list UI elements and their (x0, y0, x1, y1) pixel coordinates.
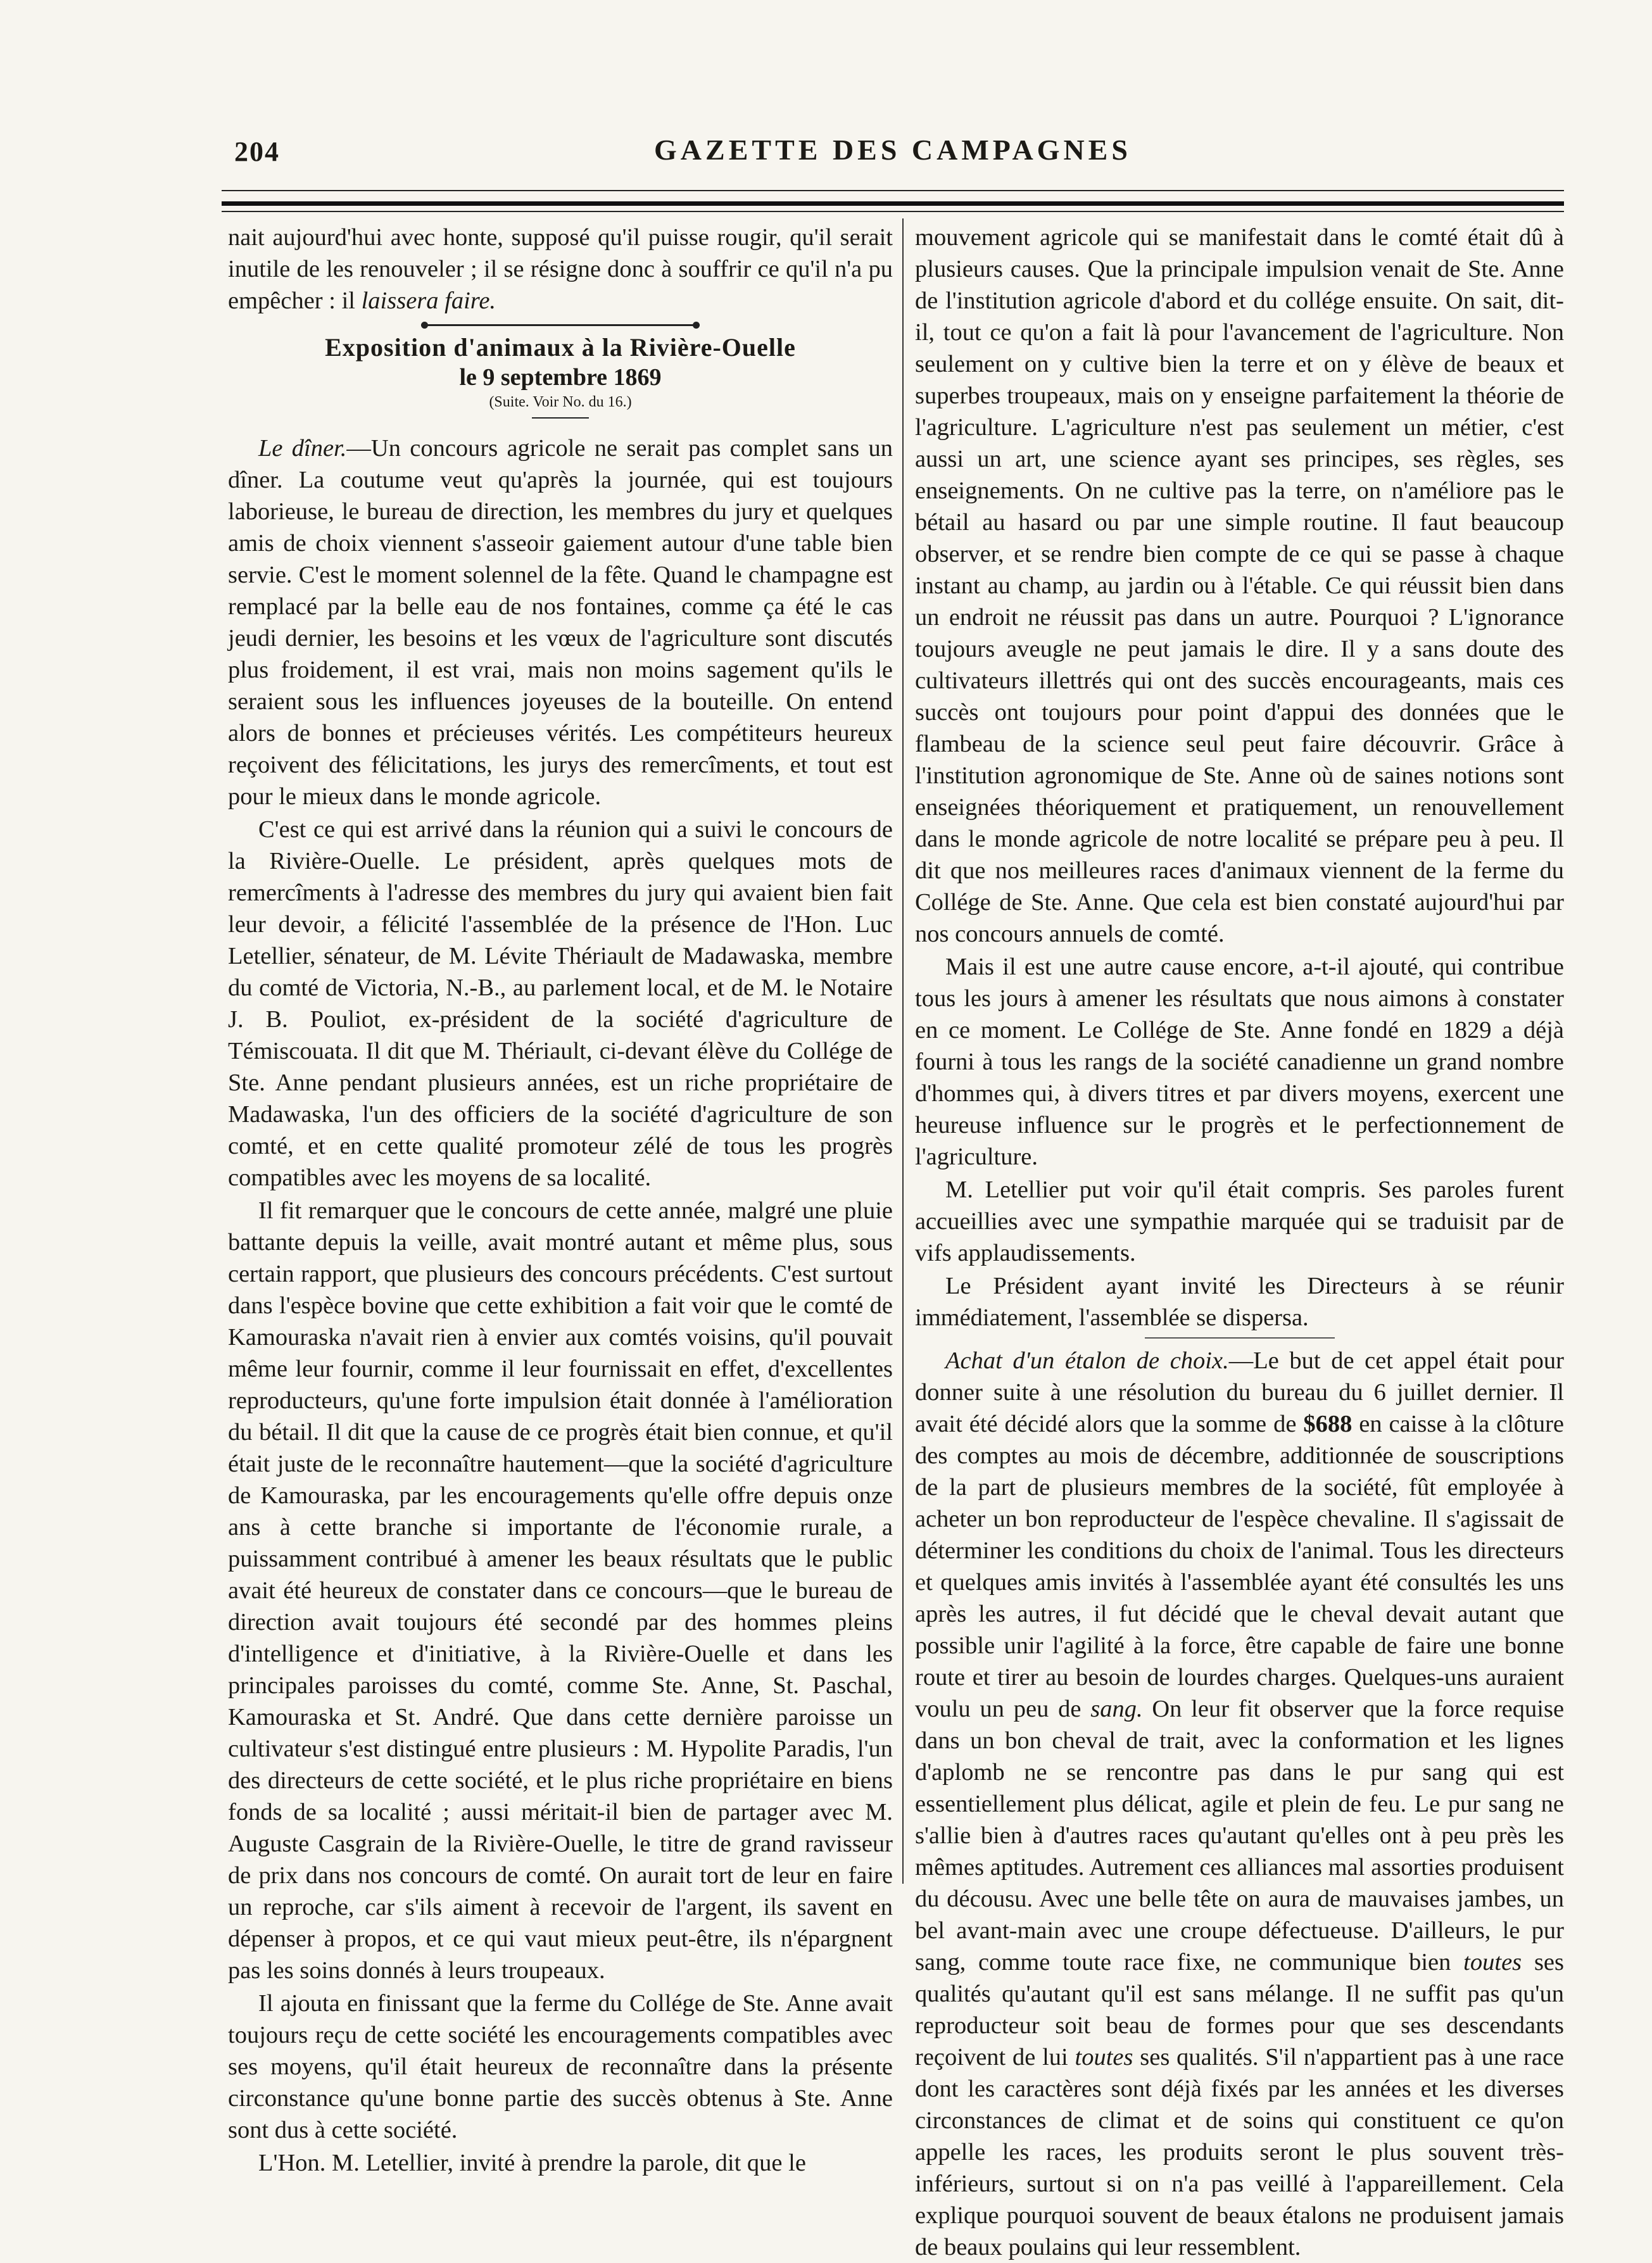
paragraph-college-farm: Il ajouta en finissant que la ferme du Collége de Ste. Anne avait toujours reçu de cette société les encouragements compatibles avec ses moyens, qu'il était heureux de reconnaître dans la présente circonstance qu'une bonne partie des succès obtenus à Ste. Anne sont dus à cette société. (228, 1990, 893, 2143)
sum-amount: $688 (1303, 1411, 1352, 1437)
paragraph-stallion: Achat d'un étalon de choix.—Le but de cet appel était pour donner suite à une résolution du bureau du 6 juillet dernier. Il avait été décidé alors que la somme de $688 en caisse à la clôture des comptes au mois de décembre, additionnée de souscriptions de la part de plusieurs membres de la société, fût employée à acheter un bon reproducteur de l'espèce chevaline. Il s'agissait de déterminer les conditions du choix de l'animal. Tous les directeurs et quelques amis invités à l'assemblée ayant été consultés les uns après les autres, il fut décidé que le cheval devait autant que possible unir l'agilité à la force, être capable de faire une bonne route et tirer au besoin de lourdes charges. Quelques-uns auraient voulu un peu de sang. On leur fit observer que la force requise dans un bon cheval de trait, avec la conformation et les lignes d'aplomb ne se rencontre pas dans le pur sang qui est essentiellement plus délicat, agile et plein de feu. Le pur sang ne s'allie bien à d'autres races qu'autant qu'elles ont à peu près les mêmes aptitudes. Autrement ces alliances mal assorties produisent du décousu. Avec une belle tête on aura de mauvaises jambes, un bel avant-main avec une croupe défectueuse. D'ailleurs, le pur sang, comme toute race fixe, ne communique bien toutes ses qualités qu'autant qu'il est sans mélange. Il ne suffit pas qu'un reproducteur soit beau de formes pour que ses descendants reçoivent de lui toutes ses qualités. S'il n'appartient pas à une race dont les caractères sont déjà fixés par les années et les diverses circonstances de climat et de soins qui constituent ce qu'on appelle les races, les produits seront le plus souvent très-inférieurs, surtout si on n'a pas veillé à l'appareillement. Cela explique pourquoi souvent de beaux étalons ne produisent jamais de beaux poulains qui leur ressemblent. (915, 1347, 1565, 2260)
page-number: 204 (234, 136, 280, 167)
article-continuation-note: (Suite. Voir No. du 16.) (489, 394, 632, 410)
title-separator (532, 417, 589, 419)
stallion-lead: Achat d'un étalon de choix. (945, 1347, 1229, 1374)
running-title: GAZETTE DES CAMPAGNES (654, 134, 1132, 166)
paragraph-diner: Le dîner.—Un concours agricole ne serait pas complet sans un dîner. La coutume veut qu'après la journée, qui est toujours laborieuse, le bureau de direction, les membres du jury et quelques amis de choix viennent s'asseoir gaiement autour d'une table bien servie. C'est le moment solennel de la fête. Quand le champagne est remplacé par la belle eau de nos fontaines, comme ça été le cas jeudi dernier, les besoins et les vœux de l'agriculture sont discutés plus froidement, il est vrai, mais non moins sagement qu'ils le seraient sous les influences joyeuses de la bouteille. On entend alors de bonnes et précieuses vérités. Les compétiteurs heureux reçoivent des félicitations, les jurys des remercîments, et tout est pour le mieux dans le monde agricole. (228, 435, 893, 810)
header-rule-bottom (222, 211, 1564, 212)
paragraph-letellier-cont: mouvement agricole qui se manifestait dans le comté était dû à plusieurs causes. Que la principale impulsion venait de Ste. Anne de l'institution agricole d'abord et du collége ensuite. On sait, dit-il, tout ce qu'on a fait là pour l'avancement de l'agriculture. Non seulement on y cultive bien la terre et on y élève de beaux et superbes troupeaux, mais on y enseigne parfaitement la théorie de l'agriculture. L'agriculture n'est pas seulement un métier, c'est aussi un art, une science ayant ses principes, ses règles, ses enseignements. On ne cultive pas la terre, on n'améliore pas le bétail au hasard ou par une simple routine. Il faut beaucoup observer, et se rendre bien compte de ce qui se passe à chaque instant au champ, au jardin ou à l'étable. Ce qui réussit bien dans un endroit ne réussit pas dans un autre. Pourquoi ? L'ignorance toujours aveugle ne peut jamais le dire. Il y a sans doute des cultivateurs illettrés qui ont des succès encourageants, mais ces succès ont toujours pour point d'appui des données que le flambeau de la science seul peut faire découvrir. Grâce à l'institution agronomique de Ste. Anne où de saines notions sont enseignées théoriquement et pratiquement, un renouvellement dans le monde agricole de notre localité se prépare peu à peu. Il dit que nos meilleures races d'animaux viennent de la ferme du Collége de Ste. Anne. Que cela est bien constaté aujourd'hui par nos concours annuels de comté. (915, 224, 1564, 947)
paragraph-college-cause: Mais il est une autre cause encore, a-t-il ajouté, qui contribue tous les jours à amener les résultats que nous aimons à constater en ce moment. Le Collége de Ste. Anne fondé en 1829 a déjà fourni à tous les rangs de la société canadienne un grand nombre d'hommes qui, à divers titres et par divers moyens, exercent une heureuse influence sur le progrès et le perfectionnement de l'agriculture. (915, 954, 1564, 1170)
paragraph-applause: M. Letellier put voir qu'il était compris. Ses paroles furent accueillies avec une sympathie marquée qui se traduisit par de vifs applaudissements. (915, 1176, 1564, 1266)
right-column (915, 222, 1565, 2260)
article-title: Exposition d'animaux à la Rivière-Ouelle (325, 333, 796, 362)
paragraph-dispersal: Le Président ayant invité les Directeurs à se réunir immédiatement, l'assemblée se dispersa. (915, 1273, 1564, 1331)
page-header (222, 124, 1564, 177)
article-separator (421, 324, 700, 326)
intro-italic: laissera faire. (361, 287, 496, 314)
paragraph-letellier-start: L'Hon. M. Letellier, invité à prendre la parole, dit que le (258, 2150, 806, 2176)
article-date: le 9 septembre 1869 (459, 364, 662, 391)
section-separator (1145, 1337, 1335, 1339)
paragraph-president: C'est ce qui est arrivé dans la réunion qui a suivi le concours de la Rivière-Ouelle. Le président, après quelques mots de remercîments à l'adresse des membres du jury qui avaient bien fait leur devoir, a félicité l'assemblée de la présence de l'Hon. Luc Letellier, sénateur, de M. Lévite Thériault de Madawaska, membre du comté de Victoria, N.-B., au parlement local, et de M. le Notaire J. B. Pouliot, ex-président de la société d'agriculture de Témiscouata. Il dit que M. Thériault, ci-devant élève du Collége de Ste. Anne pendant plusieurs années, est un riche propriétaire de Madawaska, l'un des officiers de la société d'agriculture de son comté, et en cette qualité promoteur zélé de tous les progrès compatibles avec les moyens de sa localité. (228, 816, 893, 1191)
paragraph-remarks: Il fit remarquer que le concours de cette année, malgré une pluie battante depuis la veille, avait montré autant et même plus, sous certain rapport, que plusieurs des concours précédents. C'est surtout dans l'espèce bovine que cette exhibition a fait voir que le comté de Kamouraska n'avait rien à envier aux comtés voisins, qu'il pouvait même leur fournir, comme il leur fournissait en effet, d'excellentes reproducteurs, qu'une forte impulsion était donnée à l'amélioration du bétail. Il dit que la cause de ce progrès était bien connue, et qu'il était juste de le reconnaître hautement—que la société d'agriculture de Kamouraska, par les encouragements qu'elle offre depuis onze ans à cette branche si importante de l'économie rurale, a puissamment contribué à amener les beaux résultats que le public avait été heureux de constater dans ce concours—que le bureau de direction avait toujours été secondé par des hommes pleins d'intelligence et d'initiative, à la Rivière-Ouelle et dans les principales paroisses du comté, comme Ste. Anne, St. Paschal, Kamouraska et St. André. Que dans cette dernière paroisse un cultivateur s'est distingué entre plusieurs : M. Hypolite Paradis, l'un des directeurs de cette société, et le plus riche propriétaire en biens fonds de sa localité ; aussi méritait-il bien de partager avec M. Auguste Casgrain de la Rivière-Ouelle, le titre de grand ravisseur de prix dans nos concours de comté. On aurait tort de leur en faire un reproche, car s'ils aiment à recevoir de l'argent, ils savent en dépenser à propos, et ce qui vaut mieux peut-être, ils n'épargnent pas les soins donnés à leurs troupeaux. (228, 1197, 893, 1984)
left-column (228, 222, 893, 2176)
intro-paragraph: nait aujourd'hui avec honte, supposé qu'il puisse rougir, qu'il serait inutile de les renouveler ; il se résigne donc à souffrir ce qu'il n'a pu empêcher : il laissera faire. (228, 224, 893, 314)
header-rule-thick (222, 201, 1564, 206)
paragraph-lead: Le dîner. (258, 435, 347, 462)
column-divider (902, 218, 904, 1884)
header-rule-top (222, 190, 1564, 191)
